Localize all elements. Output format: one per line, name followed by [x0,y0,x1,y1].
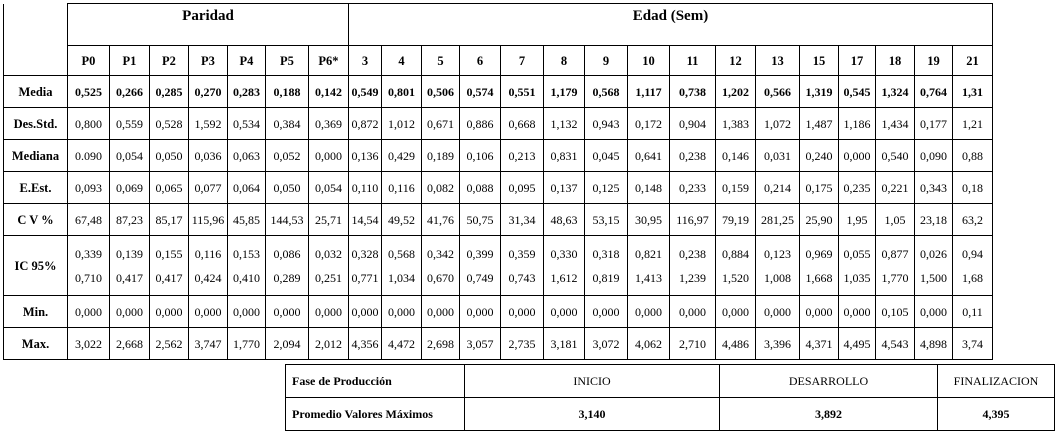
ci-cell [150,236,189,296]
data-cell: 0,105 [876,296,915,328]
data-cell: 1,05 [876,204,915,236]
data-cell: 0,050 [266,172,309,204]
group-edad: Edad (Sem) [349,4,993,46]
table-row [4,296,993,328]
ci-upper: 0,710 [75,270,102,285]
data-cell: 0,036 [189,140,228,172]
ci-lower: 0,399 [466,246,494,261]
table-row [4,140,993,172]
data-cell: 1,319 [800,76,839,108]
data-cell: 0,559 [110,108,150,140]
column-header: 21 [953,46,993,76]
data-cell: 0,000 [309,296,349,328]
ci-lower: 0,153 [233,246,260,261]
data-cell: 0,534 [228,108,266,140]
ci-lower: 0,339 [75,246,102,261]
data-cell: 116,97 [670,204,716,236]
data-cell: 0.090 [68,140,110,172]
column-header: 4 [382,46,422,76]
data-cell: 0,528 [150,108,189,140]
ci-lower: 0,139 [116,246,143,261]
table-row [4,236,993,296]
data-cell: 2,735 [501,328,544,360]
data-cell: 0,11 [953,296,993,328]
data-cell: 0,000 [422,296,460,328]
column-header: 18 [876,46,915,76]
column-header: 19 [915,46,953,76]
data-cell: 0,384 [266,108,309,140]
data-cell: 0,343 [915,172,953,204]
ci-lower: 0,032 [315,246,342,261]
ci-upper: 0,417 [155,270,183,285]
data-cell: 0,566 [756,76,800,108]
data-cell: 0,235 [839,172,876,204]
data-cell: 0,000 [716,296,756,328]
data-cell: 115,96 [189,204,228,236]
ci-cell [309,236,349,296]
ci-lower: 0,821 [635,246,662,261]
column-header: 17 [839,46,876,76]
data-cell: 0,175 [800,172,839,204]
data-cell: 0,000 [839,140,876,172]
data-cell: 0,221 [876,172,915,204]
ci-upper: 1,413 [635,270,662,285]
ci-cell [422,236,460,296]
data-cell: 3,022 [68,328,110,360]
data-cell: 0,090 [915,140,953,172]
data-cell: 0,000 [228,296,266,328]
ci-lower: 0,155 [155,246,183,261]
row-label: Min. [4,296,68,328]
data-cell: 0,110 [349,172,382,204]
data-cell: 0,136 [349,140,382,172]
data-cell: 0,000 [460,296,501,328]
data-cell: 1,179 [544,76,585,108]
data-cell: 0,283 [228,76,266,108]
data-cell: 4,486 [716,328,756,360]
data-cell: 0,148 [628,172,670,204]
ci-upper: 0,771 [351,270,379,285]
data-cell: 1,434 [876,108,915,140]
ci-cell [628,236,670,296]
row-label: IC 95% [4,236,68,296]
ci-upper: 0,417 [116,270,143,285]
data-cell: 87,23 [110,204,150,236]
data-cell: 4,472 [382,328,422,360]
column-header: 11 [670,46,716,76]
column-header: 15 [800,46,839,76]
data-cell: 0,095 [501,172,544,204]
data-cell: 4,356 [349,328,382,360]
data-cell: 1,132 [544,108,585,140]
data-cell: 0,000 [110,296,150,328]
data-cell: 0,000 [800,296,839,328]
data-cell: 0,063 [228,140,266,172]
data-cell: 0,872 [349,108,382,140]
ci-cell [110,236,150,296]
data-cell: 1,117 [628,76,670,108]
data-cell: 4,371 [800,328,839,360]
data-cell: 0,093 [68,172,110,204]
ci-cell [876,236,915,296]
data-cell: 0,904 [670,108,716,140]
data-cell: 41,76 [422,204,460,236]
data-cell: 0,177 [915,108,953,140]
data-cell: 0,031 [756,140,800,172]
data-cell: 0,641 [628,140,670,172]
data-cell: 0,285 [150,76,189,108]
data-cell: 2,562 [150,328,189,360]
ci-lower: 0,969 [805,246,833,261]
corner-blank [4,46,68,76]
ci-cell [756,236,800,296]
production-phase-table [285,364,1055,431]
data-cell: 0,000 [68,296,110,328]
ci-cell [349,236,382,296]
ci-lower: 0,318 [592,246,620,261]
ci-cell [460,236,501,296]
data-cell: 0,233 [670,172,716,204]
data-cell: 0,551 [501,76,544,108]
data-cell: 25,71 [309,204,349,236]
data-cell: 3,747 [189,328,228,360]
data-cell: 0,429 [382,140,422,172]
data-cell: 0,540 [876,140,915,172]
data-cell: 0,549 [349,76,382,108]
ci-cell [68,236,110,296]
ci-lower: 0,568 [388,246,415,261]
ci-lower: 0,116 [194,246,222,261]
data-cell: 0,000 [266,296,309,328]
column-header: 7 [501,46,544,76]
data-cell: 0,054 [309,172,349,204]
data-cell: 0,88 [953,140,993,172]
data-cell: 1,770 [228,328,266,360]
ci-lower: 0,94 [962,246,983,261]
data-cell: 0,188 [266,76,309,108]
row-label: Mediana [4,140,68,172]
ci-cell [189,236,228,296]
data-cell: 0,000 [839,296,876,328]
data-cell: 2,668 [110,328,150,360]
data-cell: 0,831 [544,140,585,172]
row-label: Max. [4,328,68,360]
ci-lower: 0,026 [920,246,947,261]
data-cell: 0,125 [585,172,628,204]
statistics-table [3,3,993,360]
data-cell: 1,95 [839,204,876,236]
column-header: 3 [349,46,382,76]
data-cell: 0,000 [349,296,382,328]
column-header: 9 [585,46,628,76]
data-cell: 53,15 [585,204,628,236]
data-cell: 0,943 [585,108,628,140]
ci-upper: 0,743 [508,270,536,285]
avg-max-finalizacion: 4,395 [938,398,1055,431]
phase-desarrollo: DESARROLLO [720,365,938,398]
column-header-row [4,46,993,76]
data-cell: 63,2 [953,204,993,236]
data-cell: 0,000 [628,296,670,328]
data-cell: 1,012 [382,108,422,140]
data-cell: 0,000 [382,296,422,328]
ci-upper: 1,035 [843,270,871,285]
data-cell: 85,17 [150,204,189,236]
data-cell: 2,698 [422,328,460,360]
data-cell: 1,324 [876,76,915,108]
data-cell: 0,18 [953,172,993,204]
data-cell: 0,000 [670,296,716,328]
data-cell: 0,000 [501,296,544,328]
data-cell: 4,062 [628,328,670,360]
phase-finalizacion: FINALIZACION [938,365,1055,398]
data-cell: 4,543 [876,328,915,360]
data-cell: 3,181 [544,328,585,360]
column-header: 8 [544,46,585,76]
table-row [4,76,993,108]
column-header: 13 [756,46,800,76]
ci-upper: 1,68 [962,270,983,285]
data-cell: 281,25 [756,204,800,236]
column-header: P0 [68,46,110,76]
ci-lower: 0,884 [722,246,749,261]
data-cell: 1,202 [716,76,756,108]
data-cell: 3,396 [756,328,800,360]
data-cell: 0,137 [544,172,585,204]
row-label: Des.Std. [4,108,68,140]
group-paridad: Paridad [68,4,349,46]
data-cell: 0,045 [585,140,628,172]
data-cell: 0,000 [915,296,953,328]
data-cell: 0,545 [839,76,876,108]
data-cell: 0,574 [460,76,501,108]
corner-blank [4,4,68,46]
data-cell: 0,052 [266,140,309,172]
column-header: 10 [628,46,670,76]
avg-max-label: Promedio Valores Máximos [286,398,465,431]
data-cell: 79,19 [716,204,756,236]
avg-max-inicio: 3,140 [465,398,720,431]
data-cell: 0,146 [716,140,756,172]
ci-cell [266,236,309,296]
data-cell: 0,172 [628,108,670,140]
ci-upper: 0,670 [427,270,454,285]
data-cell: 0,000 [585,296,628,328]
ci-cell [501,236,544,296]
ci-cell [544,236,585,296]
data-cell: 2,710 [670,328,716,360]
ci-upper: 1,770 [881,270,909,285]
ci-cell [716,236,756,296]
ci-cell [228,236,266,296]
column-header: 12 [716,46,756,76]
data-cell: 0,238 [670,140,716,172]
data-cell: 0,568 [585,76,628,108]
data-cell: 1,592 [189,108,228,140]
column-header: 5 [422,46,460,76]
column-header: P3 [189,46,228,76]
column-header: P4 [228,46,266,76]
data-cell: 45,85 [228,204,266,236]
column-header: 6 [460,46,501,76]
data-cell: 0,000 [544,296,585,328]
ci-lower: 0,342 [427,246,454,261]
data-cell: 0,069 [110,172,150,204]
ci-cell [915,236,953,296]
ci-upper: 1,239 [679,270,706,285]
data-cell: 0,082 [422,172,460,204]
data-cell: 3,072 [585,328,628,360]
data-cell: 0,054 [110,140,150,172]
phase-inicio: INICIO [465,365,720,398]
data-cell: 1,186 [839,108,876,140]
data-cell: 0,000 [756,296,800,328]
data-cell: 0,266 [110,76,150,108]
ci-upper: 1,034 [388,270,415,285]
ci-lower: 0,123 [764,246,791,261]
data-cell: 0,506 [422,76,460,108]
phase-avg-row [286,398,1055,431]
ci-cell [953,236,993,296]
group-header-row [4,4,993,46]
ci-upper: 1,500 [920,270,947,285]
column-header: P5 [266,46,309,76]
avg-max-desarrollo: 3,892 [720,398,938,431]
ci-lower: 0,086 [273,246,301,261]
data-cell: 0,214 [756,172,800,204]
data-cell: 2,094 [266,328,309,360]
ci-upper: 0,819 [592,270,620,285]
ci-lower: 0,328 [351,246,379,261]
row-label: C V % [4,204,68,236]
ci-cell [839,236,876,296]
data-cell: 1,072 [756,108,800,140]
data-cell: 23,18 [915,204,953,236]
data-cell: 1,487 [800,108,839,140]
data-cell: 48,63 [544,204,585,236]
data-cell: 144,53 [266,204,309,236]
ci-upper: 1,612 [550,270,578,285]
ci-lower: 0,877 [881,246,909,261]
table-row [4,204,993,236]
ci-upper: 1,520 [722,270,749,285]
data-cell: 0,764 [915,76,953,108]
data-cell: 30,95 [628,204,670,236]
data-cell: 49,52 [382,204,422,236]
data-cell: 0,270 [189,76,228,108]
data-cell: 0,800 [68,108,110,140]
data-cell: 50,75 [460,204,501,236]
data-cell: 0,106 [460,140,501,172]
data-cell: 1,383 [716,108,756,140]
table-row [4,108,993,140]
data-cell: 0,116 [382,172,422,204]
ci-upper: 0,410 [233,270,260,285]
data-cell: 0,065 [150,172,189,204]
data-cell: 0,050 [150,140,189,172]
data-cell: 0,189 [422,140,460,172]
ci-lower: 0,055 [843,246,871,261]
data-cell: 2,012 [309,328,349,360]
ci-lower: 0,359 [508,246,536,261]
data-cell: 1,31 [953,76,993,108]
data-cell: 3,74 [953,328,993,360]
column-header: P1 [110,46,150,76]
data-cell: 0,088 [460,172,501,204]
data-cell: 0,525 [68,76,110,108]
data-cell: 25,90 [800,204,839,236]
column-header: P2 [150,46,189,76]
ci-lower: 0,238 [679,246,706,261]
data-cell: 0,000 [309,140,349,172]
phase-header-label: Fase de Producción [286,365,465,398]
data-cell: 0,000 [150,296,189,328]
ci-upper: 0,289 [273,270,301,285]
data-cell: 4,898 [915,328,953,360]
data-cell: 0,159 [716,172,756,204]
ci-cell [670,236,716,296]
row-label: Media [4,76,68,108]
data-cell: 0,077 [189,172,228,204]
data-cell: 4,495 [839,328,876,360]
data-cell: 3,057 [460,328,501,360]
ci-upper: 0,424 [194,270,222,285]
data-cell: 0,064 [228,172,266,204]
data-cell: 0,000 [189,296,228,328]
column-header: P6* [309,46,349,76]
ci-cell [382,236,422,296]
table-row [4,172,993,204]
data-cell: 14,54 [349,204,382,236]
data-cell: 0,671 [422,108,460,140]
data-cell: 0,213 [501,140,544,172]
data-cell: 1,21 [953,108,993,140]
data-cell: 0,142 [309,76,349,108]
data-cell: 0,738 [670,76,716,108]
data-cell: 0,801 [382,76,422,108]
ci-upper: 0,749 [466,270,494,285]
ci-lower: 0,330 [550,246,578,261]
table-row [4,328,993,360]
ci-upper: 1,668 [805,270,833,285]
ci-upper: 0,251 [315,270,342,285]
data-cell: 31,34 [501,204,544,236]
data-cell: 0,240 [800,140,839,172]
data-cell: 67,48 [68,204,110,236]
ci-upper: 1,008 [764,270,791,285]
data-cell: 0,886 [460,108,501,140]
row-label: E.Est. [4,172,68,204]
phase-header-row [286,365,1055,398]
data-cell: 0,369 [309,108,349,140]
data-cell: 0,668 [501,108,544,140]
ci-cell [800,236,839,296]
ci-cell [585,236,628,296]
